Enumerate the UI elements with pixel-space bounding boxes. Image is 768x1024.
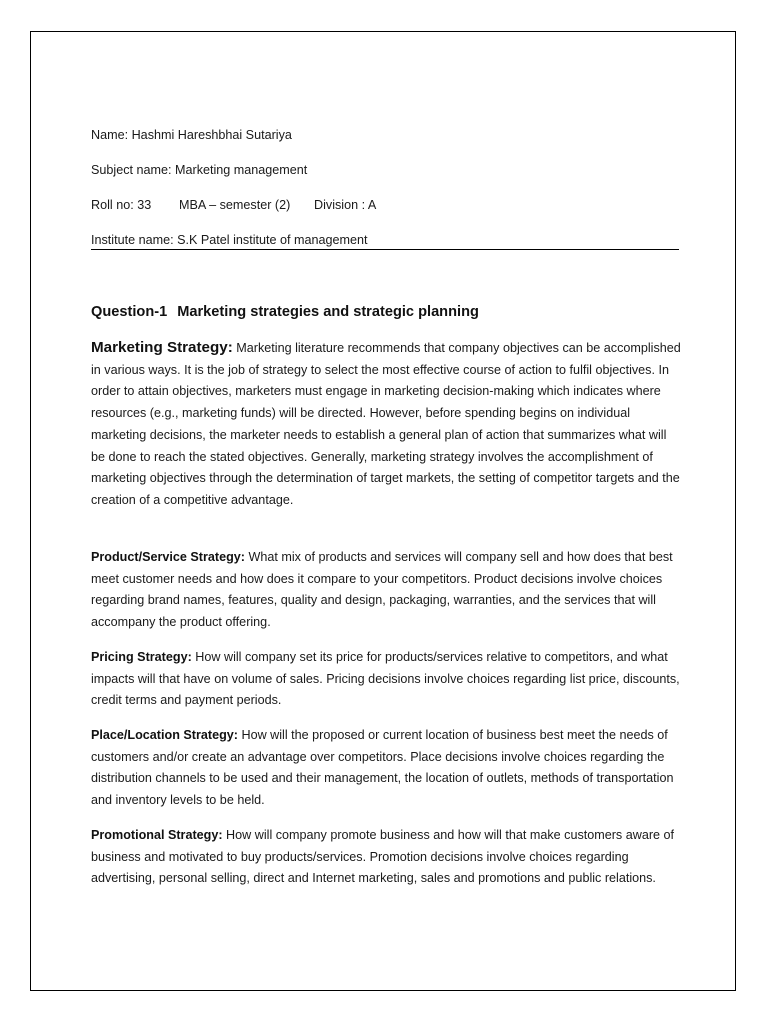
- question-title: Marketing strategies and strategic planning: [177, 304, 479, 320]
- roll-info-line: [91, 195, 376, 217]
- paragraph-pricing-strategy: [91, 647, 681, 712]
- division: Division : A: [314, 198, 377, 212]
- header-divider: [91, 249, 679, 250]
- program-semester: MBA – semester (2): [179, 198, 291, 212]
- paragraph-text: What mix of products and services will company sell and how does that best meet customer needs and how does it compare to your competitors. Product decisions involve choices regarding brand names, features, quality and design, packaging, warranties, and the services that will accompany the product offering.: [91, 550, 673, 630]
- institute-name: Institute name: S.K Patel institute of management: [91, 233, 368, 247]
- paragraph-text: How will company set its price for products/services relative to competitors, and what impacts will that have on volume of sales. Pricing decisions involve choices regarding list price, discounts, credit terms and payment periods.: [91, 650, 680, 708]
- paragraph-heading: Marketing Strategy:: [91, 339, 233, 356]
- paragraph-promotional-strategy: [91, 825, 681, 890]
- paragraph-heading: Pricing Strategy:: [91, 650, 192, 664]
- document-page: [30, 31, 736, 991]
- paragraph-text: How will company promote business and how will that make customers aware of business and motivated to buy products/services. Promotion decisions involve choices regarding advertising, personal selling, direct and Internet marketing, sales and promotions and public relations.: [91, 828, 675, 886]
- question-number: Question-1: [91, 304, 168, 320]
- paragraph-text: How will the proposed or current location of business best meet the needs of customers and/or create an advantage over competitors. Place decisions involve choices regarding the distribution channels to be used and their management, the location of outlets, methods of transportation and inventory levels to be held.: [91, 728, 674, 808]
- question-heading: [91, 302, 479, 324]
- paragraph-heading: Place/Location Strategy:: [91, 728, 238, 742]
- student-name: Name: Hashmi Hareshbhai Sutariya: [91, 128, 292, 142]
- paragraph-marketing-strategy: [91, 337, 681, 512]
- subject-name: Subject name: Marketing management: [91, 163, 308, 177]
- paragraph-heading: Product/Service Strategy:: [91, 550, 245, 564]
- paragraph-text: Marketing literature recommends that company objectives can be accomplished in various ways. It is the job of strategy to select the most effective course of action to fulfil objectives. In order to attain objectives, marketers must engage in marketing decision-making which indicates where resources (e.g., marketing funds) will be directed. However, before spending begins on individual marketing decisions, the marketer needs to establish a general plan of action that summarizes what will be done to reach the stated objectives. Generally, marketing strategy involves the accomplishment of marketing objectives through the determination of target markets, the setting of competitor targets and the creation of a competitive advantage.: [91, 341, 681, 507]
- paragraph-place-strategy: [91, 725, 681, 812]
- paragraph-product-strategy: [91, 547, 681, 634]
- paragraph-heading: Promotional Strategy:: [91, 828, 223, 842]
- roll-number: Roll no: 33: [91, 198, 152, 212]
